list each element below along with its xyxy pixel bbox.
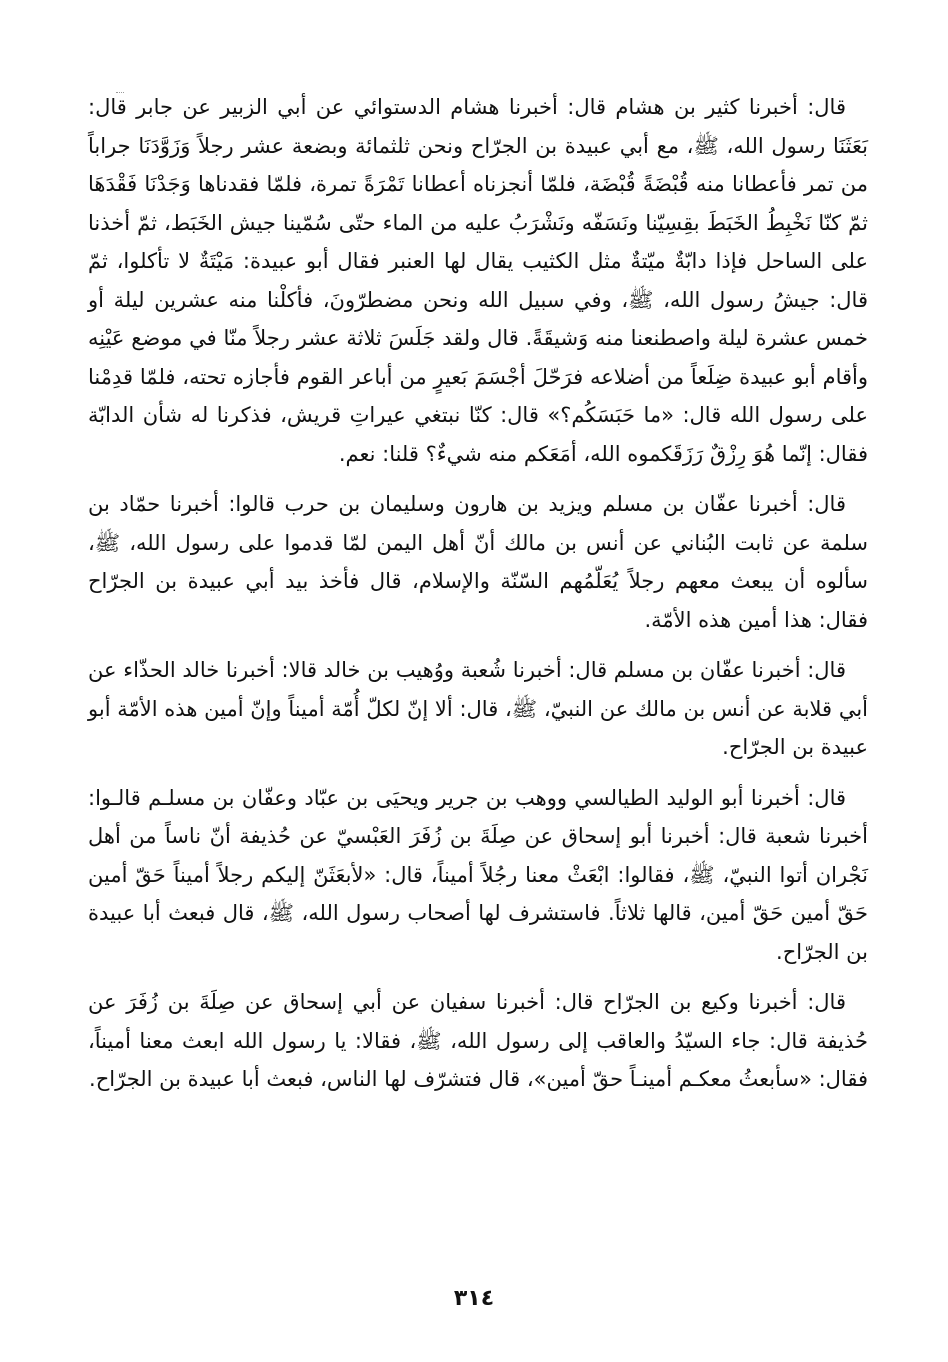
paragraph-text: قال: أخبرنا وكيع بن الجرّاح قال: أخبرنا سفيان عن أبي إسحاق عن صِلَةَ بن زُفَرَ عن حُذيفة قال: جاء السيّدُ والعاقب إلى رسول الله، ﷺ، فقالا: يا رسول الله ابعث معنا أميناً، فقال: «سأبعثُ معكـم أمينـاً حقّ أمين»، قال فتشرّف لها الناس، فبعث أبا عبيدة بن الجرّاح. (88, 990, 868, 1091)
paragraph-anas-yemen (88, 485, 868, 639)
paragraph-text: قال: أخبرنا أبو الوليد الطيالسي ووهب بن جرير ويحيَى بن عبّاد وعفّان بن مسلـم قالـوا: أخبرنا شعبة قال: أخبرنا أبو إسحاق عن صِلَةَ بن زُفَرَ العَبْسيّ عن حُذيفة أنّ ناساً من أهل نَجْران أتوا النبيّ، ﷺ، فقالوا: ابْعَثْ معنا رجُلاً أميناً، قال: «لأبعَثَنّ إليكم رجلاً أميناً حَقّ أمين حَقّ أمين حَقّ أمين، قالها ثلاثاً. فاستشرف لها أصحاب رسول الله، ﷺ، قال فبعث أبا عبيدة بن الجرّاح. (88, 785, 868, 964)
page-body (88, 88, 868, 1328)
paragraph-hudhayfa-najran (88, 779, 868, 972)
paragraph-text: قال: أخبرنا عفّان بن مسلم قال: أخبرنا شُعبة ووُهيب بن خالد قالا: أخبرنا خالد الحذّاء عن أبي قلابة عن أنس بن مالك عن النبيّ، ﷺ، قال: ألا إنّ لكلّ أُمّة أميناً وإنّ أمين هذه الأمّة أبو عبيدة بن الجرّاح. (88, 658, 868, 759)
paragraph-anas-amin (88, 651, 868, 767)
paragraph-text: قال: أخبرنا كثير بن هشام قال: أخبرنا هشام الدستوائي عن أبي الزبير عن جابر قال: بَعَثَنَا رسول الله، ﷺ، مع أبي عبيدة بن الجرّاح ونحن ثلثمائة وبضعة عشر رجلاً وَزَوَّدَنَا جراباً من تمر فأعطانا منه قُبْضَةً قُبْضَة، فلمّا أنجزناه أعطانا تَمْرَةً تمرة، فلمّا فقدناها وَجَدْنَا فَقْدَهَا ثمّ كنّا نَخْبِطُ الخَبَطَ بقِسِيّنا ونَسَفّه ونَشْرَبُ عليه من الماء حتّى سُمّينا جيش الخَبَط، ثمّ أخذنا على الساحل فإذا دابّةٌ ميّتةٌ مثل الكثيب يقال لها العنبر فقال أبو عبيدة: مَيْتَةٌ لا تأكلوا، ثمّ قال: جيشُ رسول الله، ﷺ، وفي سبيل الله ونحن مضطرّونَ، فأكلْنا منه عشرين ليلة أو خمس عشرة ليلة واصطنعنا منه وَشيقَةً. قال ولقد جَلَسَ ثلاثة عشر رجلاً منّا في موضع عَيْنِه وأقام أبو عبيدة ضِلَعاً من أضلاعه فرَحّلَ أجْسَمَ بَعيرٍ من أباعر القوم فأجازه تحته، فلمّا قدِمْنا على رسول الله قال: «ما حَبَسَكُم؟» قال: كنّا نبتغي عيراتِ قريش، فذكرنا له شأن الدابّة فقال: إنّما هُوَ رِزْقٌ رَزَقَكموه الله، أمَعَكم منه شيءٌ؟ قلنا: نعم. (88, 95, 868, 466)
paragraph-text: قال: أخبرنا عفّان بن مسلم ويزيد بن هارون وسليمان بن حرب قالوا: أخبرنا حمّاد بن سلمة عن ثابت البُناني عن أنس بن مالك أنّ أهل اليمن لمّا قدموا على رسول الله، ﷺ، سألوه أن يبعث معهم رجلاً يُعَلّمُهم السّنّة والإسلام، قال فأخذ بيد أبي عبيدة بن الجرّاح فقال: هذا أمين هذه الأمّة. (88, 492, 868, 632)
paragraph-jabir-hadith (88, 88, 868, 473)
paragraph-waki-hudhayfa (88, 983, 868, 1099)
page-number: ٣١٤ (453, 1286, 495, 1311)
